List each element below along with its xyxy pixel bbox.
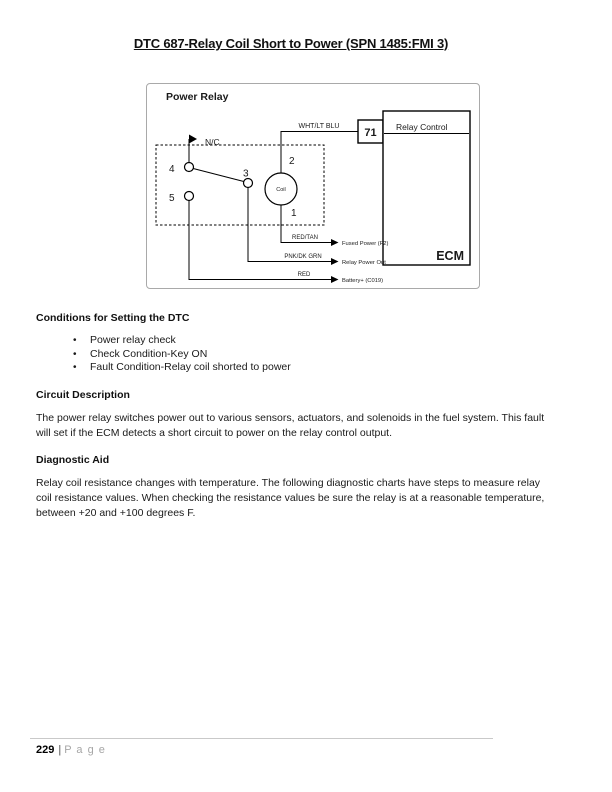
circuit-schematic xyxy=(147,84,479,288)
relay-control-label: Relay Control xyxy=(396,122,448,132)
wire-red-tan-label: RED/TAN xyxy=(292,235,318,241)
bullet-text: Fault Condition-Relay coil shorted to power xyxy=(90,361,291,373)
bullet-icon: • xyxy=(73,348,77,360)
pin-5-terminal xyxy=(185,192,194,201)
footer-divider xyxy=(30,738,493,739)
pin-3-label: 3 xyxy=(243,168,249,180)
page-number: 229 xyxy=(36,744,55,756)
section-circuit-description xyxy=(36,389,550,441)
wire-pnk-dk-grn-label: PNK/DK GRN xyxy=(284,254,322,260)
nc-label: N/C xyxy=(205,137,220,147)
pin-3-terminal xyxy=(244,179,253,188)
section-conditions xyxy=(36,312,550,375)
wire-red-label: RED xyxy=(297,272,311,278)
bullet-icon: • xyxy=(73,362,77,373)
ecm-pin-label: 71 xyxy=(364,127,377,139)
pin-4-terminal xyxy=(185,163,194,172)
diagnostic-aid-heading: Diagnostic Aid xyxy=(36,453,110,466)
pin-5-label: 5 xyxy=(169,193,175,204)
wire-red-arrow-icon xyxy=(331,276,339,283)
power-relay-diagram xyxy=(146,83,480,289)
dest-relay-power-label: Relay Power Out xyxy=(342,260,386,266)
footer-page-word: P a g e xyxy=(64,744,106,756)
bullet-text: Power relay check xyxy=(90,334,176,346)
nc-arrow-icon xyxy=(189,135,197,144)
coil-label: Coil xyxy=(276,187,286,193)
bullet-text: Check Condition-Key ON xyxy=(90,347,208,360)
wire-wht-lt-blu-label: WHT/LT BLU xyxy=(298,123,340,130)
footer-separator: | xyxy=(58,744,62,756)
wire-red-tan-arrow-icon xyxy=(331,239,339,246)
circuit-description-heading: Circuit Description xyxy=(36,388,130,401)
dest-fused-power-label: Fused Power (F2) xyxy=(342,241,389,247)
bullet-item xyxy=(73,347,550,362)
relay-dashed-outline xyxy=(156,145,324,225)
body-content xyxy=(36,312,550,534)
page-title: DTC 687-Relay Coil Short to Power (SPN 1485:FMI 3) xyxy=(133,36,449,51)
circuit-description-paragraph: The power relay switches power out to various sensors, actuators, and solenoids in the fuel system. This fault will set if the ECM detects a short circuit to power on the relay control output. xyxy=(36,411,545,439)
conditions-bullet-list xyxy=(36,334,550,375)
pin-2-label: 2 xyxy=(289,156,295,167)
bullet-icon: • xyxy=(73,335,77,346)
pin-4-label: 4 xyxy=(169,164,175,175)
pin-1-label: 1 xyxy=(291,208,297,219)
bullet-item xyxy=(73,361,550,375)
switch-blade xyxy=(193,169,244,182)
dest-battery-label: Battery+ (C019) xyxy=(342,278,384,284)
conditions-heading: Conditions for Setting the DTC xyxy=(36,312,190,324)
ecm-label: ECM xyxy=(436,249,464,263)
diagram-title: Power Relay xyxy=(166,91,229,103)
page-footer xyxy=(36,744,106,756)
bullet-item xyxy=(73,334,550,348)
section-diagnostic-aid xyxy=(36,454,550,521)
wire-pnk-dk-grn-arrow-icon xyxy=(331,258,339,265)
ecm-box xyxy=(383,111,470,265)
diagnostic-aid-paragraph: Relay coil resistance changes with temperature. The following diagnostic charts have steps to measure relay coil resistance values. When checking the resistance values be sure the relay is at a reasonable temperature, between +20 and +100 degrees F. xyxy=(36,476,545,519)
